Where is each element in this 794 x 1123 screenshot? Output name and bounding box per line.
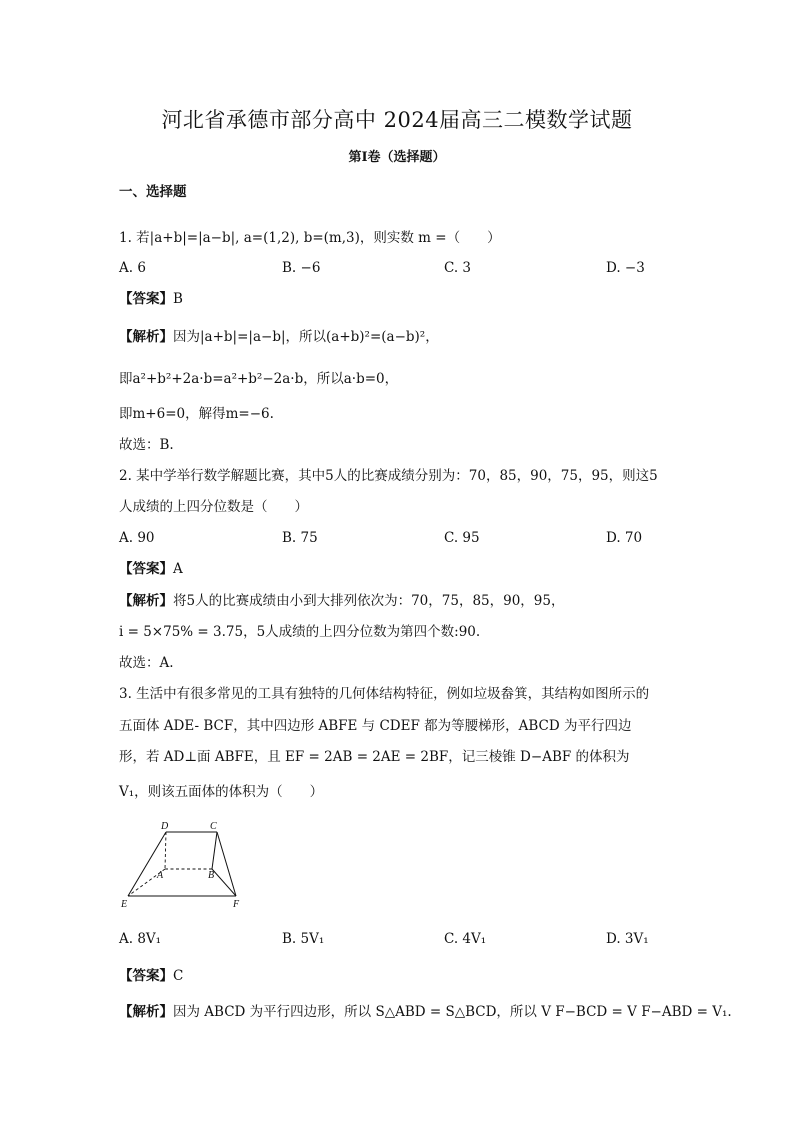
q2-analysis-text-1: 将5人的比赛成绩由小到大排列依次为：70，75，85，90，95， bbox=[173, 593, 565, 609]
q1-option-c: C. 3 bbox=[444, 260, 472, 276]
q1-answer-value: B bbox=[173, 291, 183, 307]
q3-stem-1: 3. 生活中有很多常见的工具有独特的几何体结构特征，例如垃圾畚箕，其结构如图所示的 bbox=[119, 686, 650, 702]
vertex-label-e: E bbox=[121, 899, 128, 910]
q1-answer bbox=[119, 289, 183, 309]
q2-answer-value: A bbox=[173, 561, 183, 577]
q1-analysis-3: 即m+6=0，解得m=−6. bbox=[119, 406, 274, 422]
q1-option-a: A. 6 bbox=[119, 260, 146, 276]
q2-analysis-label: 【解析】 bbox=[119, 593, 173, 609]
q2-option-b: B. 75 bbox=[282, 530, 318, 546]
vertex-label-c: C bbox=[210, 821, 217, 832]
q2-answer-label: 【答案】 bbox=[119, 561, 173, 577]
q3-answer-value: C bbox=[173, 968, 184, 984]
q3-option-c: C. 4V₁ bbox=[444, 931, 487, 947]
q3-option-b: B. 5V₁ bbox=[282, 931, 325, 947]
q1-analysis-text-1: 因为|a+b|=|a−b|，所以(a+b)²=(a−b)²， bbox=[173, 329, 439, 345]
q1-analysis-2: 即a²+b²+2a·b=a²+b²−2a·b，所以a·b=0， bbox=[119, 371, 399, 387]
q1-stem: 1. 若|a+b|=|a−b|, a=(1,2), b=(m,3)，则实数 m =（ ） bbox=[119, 230, 501, 246]
vertex-label-d: D bbox=[161, 821, 169, 832]
page-title: 河北省承德市部分高中 2024届高三二模数学试题 bbox=[161, 108, 633, 132]
q2-answer bbox=[119, 559, 183, 579]
page-subtitle: 第I卷（选择题） bbox=[348, 150, 446, 165]
q1-conclusion: 故选：B. bbox=[119, 437, 174, 453]
q2-option-d: D. 70 bbox=[606, 530, 643, 546]
q3-analysis-label: 【解析】 bbox=[119, 1004, 173, 1020]
vertex-label-a: A bbox=[157, 870, 164, 881]
q1-analysis-1 bbox=[119, 327, 439, 347]
q3-answer-label: 【答案】 bbox=[119, 968, 173, 984]
q3-answer bbox=[119, 966, 183, 986]
q2-stem-1: 2. 某中学举行数学解题比赛，其中5人的比赛成绩分别为：70，85，90，75，95，则这5 bbox=[119, 468, 658, 484]
q3-stem-4: V₁，则该五面体的体积为（ ） bbox=[119, 784, 324, 800]
q2-conclusion: 故选：A. bbox=[119, 655, 174, 671]
q3-analysis bbox=[119, 1002, 732, 1022]
q2-analysis-1 bbox=[119, 591, 564, 611]
vertex-label-f: F bbox=[233, 899, 240, 910]
section-heading: 一、选择题 bbox=[119, 184, 187, 200]
q3-analysis-text: 因为 ABCD 为平行四边形，所以 S△ABD = S△BCD，所以 V F−BCD = V F−ABD = V₁. bbox=[173, 1004, 732, 1020]
q3-option-a: A. 8V₁ bbox=[119, 931, 162, 947]
q1-option-b: B. −6 bbox=[282, 260, 321, 276]
q2-stem-2: 人成绩的上四分位数是（ ） bbox=[119, 499, 308, 515]
q2-analysis-2: i = 5×75% = 3.75，5人成绩的上四分位数为第四个数:90. bbox=[119, 624, 481, 640]
q2-option-c: C. 95 bbox=[444, 530, 480, 546]
q1-option-d: D. −3 bbox=[606, 260, 645, 276]
q3-stem-3: 形，若 AD⊥面 ABFE，且 EF = 2AB = 2AE = 2BF，记三棱锥 D−ABF 的体积为 bbox=[119, 749, 630, 765]
q3-option-d: D. 3V₁ bbox=[606, 931, 649, 947]
q3-stem-2: 五面体 ADE- BCF，其中四边形 ABFE 与 CDEF 都为等腰梯形，ABCD 为平行四边 bbox=[119, 718, 632, 734]
vertex-label-b: B bbox=[208, 870, 215, 881]
q2-option-a: A. 90 bbox=[119, 530, 155, 546]
q1-answer-label: 【答案】 bbox=[119, 291, 173, 307]
q1-analysis-label: 【解析】 bbox=[119, 329, 173, 345]
pentahedron-figure bbox=[112, 818, 252, 914]
